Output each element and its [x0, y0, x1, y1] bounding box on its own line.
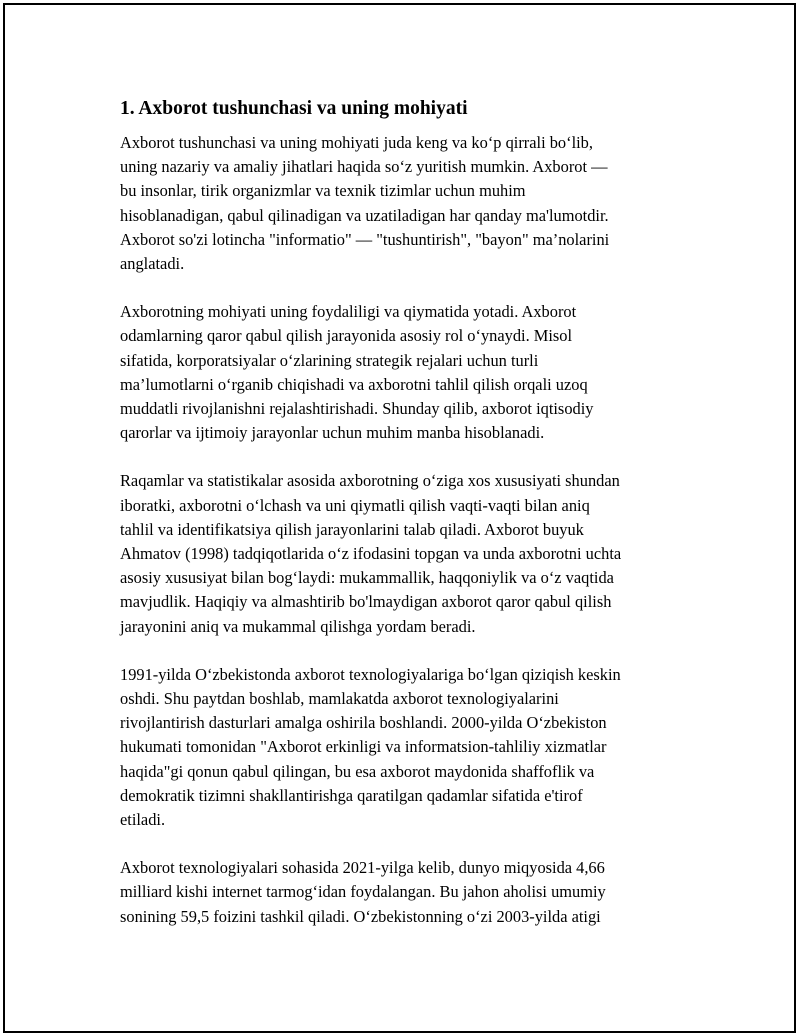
text-line: uning nazariy va amaliy jihatlari haqida so‘z yuritish mumkin. Axborot —: [120, 157, 608, 177]
text-line: sifatida, korporatsiyalar o‘zlarining strategik rejalari uchun turli: [120, 350, 539, 370]
text-line: iboratki, axborotni o‘lchash va uni qiymatli qilish vaqti-vaqti bilan aniq: [120, 495, 590, 515]
text-line: asosiy xususiyat bilan bog‘laydi: mukammallik, haqqoniylik va o‘z vaqtida: [120, 568, 614, 588]
text-line: Raqamlar va statistikalar asosida axborotning o‘ziga xos xususiyati shundan: [120, 471, 620, 491]
text-line: haqida"gi qonun qabul qilingan, bu esa axborot maydonida shaffoflik va: [120, 761, 595, 781]
text-line: Ahmatov (1998) tadqiqotlarida o‘z ifodasini topgan va unda axborotni uchta: [120, 544, 622, 564]
paragraph-4: [120, 663, 700, 832]
paragraph-1: [120, 131, 700, 276]
section-heading: 1. Axborot tushunchasi va uning mohiyati: [120, 98, 468, 119]
text-line: etiladi.: [120, 810, 166, 830]
text-line: sonining 59,5 foizini tashkil qiladi. O‘zbekistonning o‘zi 2003-yilda atigi: [120, 906, 601, 926]
text-line: muddatli rivojlanishni rejalashtirishadi. Shunday qilib, axborot iqtisodiy: [120, 399, 594, 419]
text-line: hisoblanadigan, qabul qilinadigan va uzatiladigan har qanday ma'lumotdir.: [120, 205, 609, 225]
text-line: odamlarning qaror qabul qilish jarayonida asosiy rol o‘ynaydi. Misol: [120, 326, 573, 346]
text-line: anglatadi.: [120, 254, 185, 274]
text-line: ma’lumotlarni o‘rganib chiqishadi va axborotni tahlil qilish orqali uzoq: [120, 374, 588, 394]
paragraph-3: [120, 469, 700, 638]
text-line: jarayonini aniq va mukammal qilishga yordam beradi.: [120, 616, 476, 636]
paragraph-2: [120, 300, 700, 445]
paragraph-5: [120, 856, 700, 929]
text-line: Axborot so'zi lotincha "informatio" — "tushuntirish", "bayon" ma’nolarini: [120, 229, 610, 249]
text-line: oshdi. Shu paytdan boshlab, mamlakatda axborot texnologiyalarini: [120, 689, 559, 709]
text-line: 1991-yilda O‘zbekistonda axborot texnologiyalariga bo‘lgan qiziqish keskin: [120, 664, 621, 684]
text-line: bu insonlar, tirik organizmlar va texnik tizimlar uchun muhim: [120, 181, 526, 201]
text-line: milliard kishi internet tarmog‘idan foydalangan. Bu jahon aholisi umumiy: [120, 882, 606, 902]
text-line: qarorlar va ijtimoiy jarayonlar uchun muhim manba hisoblanadi.: [120, 423, 545, 443]
text-line: mavjudlik. Haqiqiy va almashtirib bo'lmaydigan axborot qaror qabul qilish: [120, 592, 612, 612]
document-body: [120, 95, 700, 953]
text-line: Axborot texnologiyalari sohasida 2021-yilga kelib, dunyo miqyosida 4,66: [120, 858, 605, 878]
text-line: Axborotning mohiyati uning foydaliligi va qiymatida yotadi. Axborot: [120, 302, 577, 322]
text-line: tahlil va identifikatsiya qilish jarayonlarini talab qiladi. Axborot buyuk: [120, 519, 584, 539]
text-line: hukumati tomonidan "Axborot erkinligi va informatsion-tahliliy xizmatlar: [120, 737, 607, 757]
page-frame: [3, 3, 796, 1033]
text-line: demokratik tizimni shakllantirishga qaratilgan qadamlar sifatida e'tirof: [120, 785, 583, 805]
text-line: Axborot tushunchasi va uning mohiyati juda keng va ko‘p qirrali bo‘lib,: [120, 133, 593, 152]
text-line: rivojlantirish dasturlari amalga oshirila boshlandi. 2000-yilda O‘zbekiston: [120, 713, 607, 733]
